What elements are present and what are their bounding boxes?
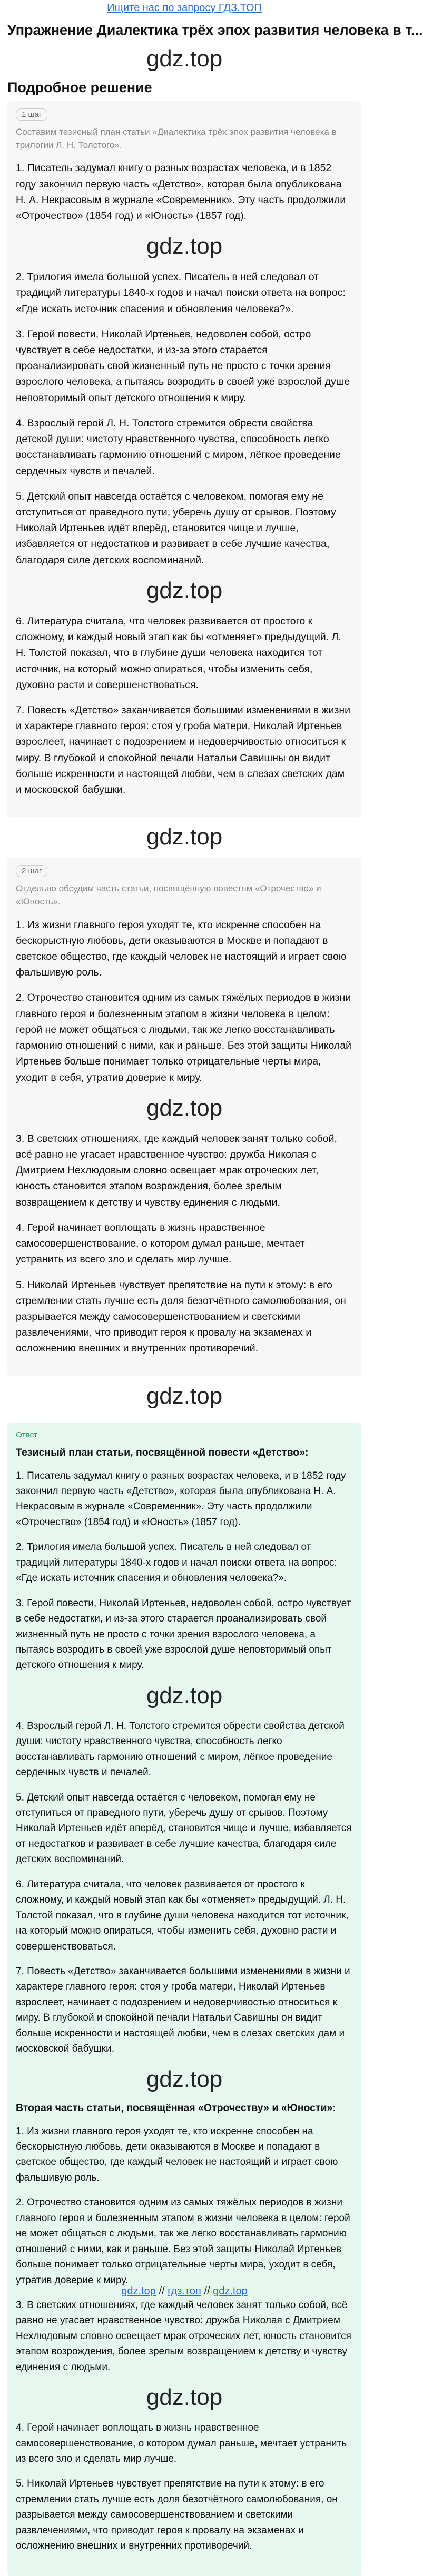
footer-link-gdz-ru[interactable]: гдз.топ — [168, 2285, 201, 2297]
list-item: 5. Детский опыт навсегда остаётся с человеком, помогая ему не отступиться от праведного пути, уберечь душу от срывов. Поэтому Николай Иртеньев идёт вперёд, становится чище и лучше, избавляется от недостатков и развивает в себе лучшие качества, благодаря силе детских воспоминаний. — [16, 1792, 352, 1865]
watermark: gdz.top — [146, 2066, 223, 2092]
list-item: 1. Из жизни главного героя уходят те, кто искренне способен на бескорыстную любовь, дети оказываются в Москве и попадают в светское общество, где каждый человек не настоящий и играет свою фальшивую роль. — [16, 2125, 338, 2183]
list-item: 5. Николай Иртеньев чувствует препятствие на пути к этому: в его стремлении стать лучше есть доля безотчётного самолюбования, он разрывается между самосовершенствованием и светскими развлечениями, что приводит героя к провалу на экзаменах и осложнению внешних и внутренних противоречий. — [16, 1279, 346, 1355]
search-hint-link[interactable]: Ищите нас по запросу ГДЗ.ТОП — [107, 2, 262, 14]
watermark: gdz.top — [146, 1383, 223, 1409]
footer-link-gdz[interactable]: gdz.top — [121, 2285, 156, 2297]
list-item: 7. Повесть «Детство» заканчивается большими изменениями в жизни и характере главного героя: стоя у гроба матери, Николай Иртеньев взрослеет, начинает с подозрением и недоверчивостью относиться к миру. В глубокой и спокойной печали Натальи Савишны он видит больше искренности и настоящей любви, чем в слезах светских дам и московской бабушки. — [16, 1965, 350, 2055]
solution-step-2 — [7, 858, 361, 1375]
watermark: gdz.top — [146, 2384, 223, 2411]
list-item: 2. Отрочество становится одним из самых тяжёлых периодов в жизни главного героя и болезненным этапом в жизни человека в целом: герой не может общаться с людьми, так же легко восстанавливать гармонию отношений с ними, как и раньше. Без этой защиты Николай Иртеньев больше понимает только отрицательные черты мира, уходит в себя, утратив доверие к миру. — [16, 992, 352, 1083]
solution-step-1 — [7, 101, 361, 817]
list-item: 1. Писатель задумал книгу о разных возрастах человека, и в 1852 году закончил первую часть «Детство», которая была опубликована Н. А. Некрасовым в журнале «Современник». Эту часть продолжили «Отрочество» (1854 год) и «Юность» (1857 год). — [16, 162, 346, 222]
step-intro: Отдельно обсудим часть статьи, посвящённую повестям «Отрочество» и «Юность». — [16, 883, 321, 907]
watermark: gdz.top — [146, 233, 223, 260]
footer-link-gdz-top[interactable]: gdz.top — [213, 2285, 248, 2297]
list-item: 3. Герой повести, Николай Иртеньев, недоволен собой, остро чувствует в себе недостатки, и из-за этого старается проанализировать свой жизненный путь не просто с точки зрения взрослого человека, а пытаясь возродить в своей уже взрослой душе неповторимый опыт детского отношения к миру. — [16, 1597, 351, 1671]
step-label: 2 шаг — [16, 865, 47, 877]
step-intro: Составим тезисный план статьи «Диалектика трёх эпох развития человека в трилогии Л. Н. Толстого». — [16, 127, 337, 150]
answer-heading: Вторая часть статьи, посвящённая «Отрочеству» и «Юности»: — [16, 2102, 336, 2114]
watermark: gdz.top — [146, 824, 223, 850]
answer-label: Ответ — [16, 1430, 38, 1439]
watermark: gdz.top — [146, 577, 223, 603]
page-title: Упражнение Диалектика трёх эпох развития человека в т... — [7, 22, 423, 38]
list-item: 7. Повесть «Детство» заканчивается большими изменениями в жизни и характере главного героя: стоя у гроба матери, Николай Иртеньев взрослеет, начинает с подозрением и недоверчивостью относиться к миру. В глубокой и спокойной печали Натальи Савишны он видит больше искренности и настоящей любви, чем в слезах светских дам и московской бабушки. — [16, 704, 351, 796]
footer-separator: // — [204, 2285, 210, 2297]
list-item: 3. В светских отношениях, где каждый человек занят только собой, всё равно не угасает нравственное чувство: дружба Николая с Дмитрием Нехлюдовым словно освещает мрак отроческих лет, юность становится этапом возрождения, более зрелым возвращением к детству и чувству единения с людьми. — [16, 2299, 351, 2373]
answer-heading: Тезисный план статьи, посвящённой повести «Детство»: — [16, 1446, 309, 1458]
list-item: 4. Взрослый герой Л. Н. Толстого стремится обрести свойства детской души: чистоту нравственного чувства, способность легко восстанавливать гармонию отношений с миром, лёгкое проведение сердечных чувств и печалей. — [16, 1720, 345, 1778]
answer-card — [7, 1423, 361, 2576]
watermark: gdz.top — [146, 1095, 223, 1121]
list-item: 3. В светских отношениях, где каждый человек занят только собой, всё равно не угасает нравственное чувство: дружба Николая с Дмитрием Нехлюдовым словно освещает мрак отроческих лет, юность становится этапом возрождения, более зрелым возвращением к детству и чувству единения с людьми. — [16, 1132, 337, 1208]
list-item: 6. Литература считала, что человек развивается от простого к сложному, и каждый новый этап как бы «отменяет» предыдущий. Л. Н. Толстой показал, что в глубине души человека находится тот источник, на который можно опираться, чтобы изменить себя, духовно расти и совершенствоваться. — [16, 615, 341, 691]
footer — [0, 2285, 369, 2297]
list-item: 2. Трилогия имела большой успех. Писатель в ней следовал от традиций литературы 1840-х годов и начал поиски ответа на вопрос: «Где искать источник спасения и обновления человека?». — [16, 271, 346, 315]
list-item: 4. Герой начинает воплощать в жизнь нравственное самосовершенствование, о котором думал раньше, мечтает устранить из всего зло и сделать мир лучше. — [16, 1221, 305, 1266]
list-item: 2. Трилогия имела большой успех. Писатель в ней следовал от традиций литературы 1840-х годов и начал поиски ответа на вопрос: «Где искать источник спасения и обновления человека?». — [16, 1541, 337, 1584]
list-item: 2. Отрочество становится одним из самых тяжёлых периодов в жизни главного героя и болезненным этапом в жизни человека в целом: герой не может общаться с людьми, так же легко восстанавливать гармонию отношений с ними, как и раньше. Без этой защиты Николай Иртеньев больше понимает только отрицательные черты мира, уходит в себя, утратив доверие к миру. — [16, 2197, 350, 2286]
footer-separator: // — [159, 2285, 165, 2297]
list-item: 4. Герой начинает воплощать в жизнь нравственное самосовершенствование, о котором думал раньше, мечтает устранить из всего зло и сделать мир лучше. — [16, 2422, 347, 2465]
list-item: 4. Взрослый герой Л. Н. Толстого стремится обрести свойства детской души: чистоту нравственного чувства, способность легко восстанавливать гармонию отношений с миром, лёгкое проведение сердечных чувств и печалей. — [16, 417, 341, 477]
watermark: gdz.top — [146, 1682, 223, 1708]
watermark: gdz.top — [146, 46, 223, 72]
list-item: 3. Герой повести, Николай Иртеньев, недоволен собой, остро чувствует в себе недостатки, и из-за этого старается проанализировать свой жизненный путь не просто с точки зрения взрослого человека, а пытаясь возродить в своей уже взрослой душе неповторимый опыт детского отношения к миру. — [16, 328, 350, 404]
list-item: 1. Из жизни главного героя уходят те, кто искренне способен на бескорыстную любовь, дети оказываются в Москве и попадают в светское общество, где каждый человек не настоящий и играет свою фальшивую роль. — [16, 919, 347, 979]
step-label: 1 шаг — [16, 108, 47, 121]
top-banner — [0, 0, 369, 16]
list-item: 5. Детский опыт навсегда остаётся с человеком, помогая ему не отступиться от праведного пути, уберечь душу от срывов. Поэтому Николай Иртеньев идёт вперёд, становится чище и лучше, избавляется от недостатков и развивает в себе лучшие качества, благодаря силе детских воспоминаний. — [16, 490, 336, 566]
section-heading: Подробное решение — [7, 79, 152, 95]
list-item: 1. Писатель задумал книгу о разных возрастах человека, и в 1852 году закончил первую часть «Детство», которая была опубликована Н. А. Некрасовым в журнале «Современник». Эту часть продолжили «Отрочество» (1854 год) и «Юность» (1857 год). — [16, 1470, 346, 1528]
list-item: 6. Литература считала, что человек развивается от простого к сложному, и каждый новый этап как бы «отменяет» предыдущий. Л. Н. Толстой показал, что в глубине души человека находится тот источник, на который можно опираться, чтобы изменить себя, духовно расти и совершенствоваться. — [16, 1878, 349, 1952]
list-item: 5. Николай Иртеньев чувствует препятствие на пути к этому: в его стремлении стать лучше есть доля безотчётного самолюбования, он разрывается между самосовершенствованием и светскими развлечениями, что приводит героя к провалу на экзаменах и осложнению внешних и внутренних противоречий. — [16, 2478, 338, 2552]
